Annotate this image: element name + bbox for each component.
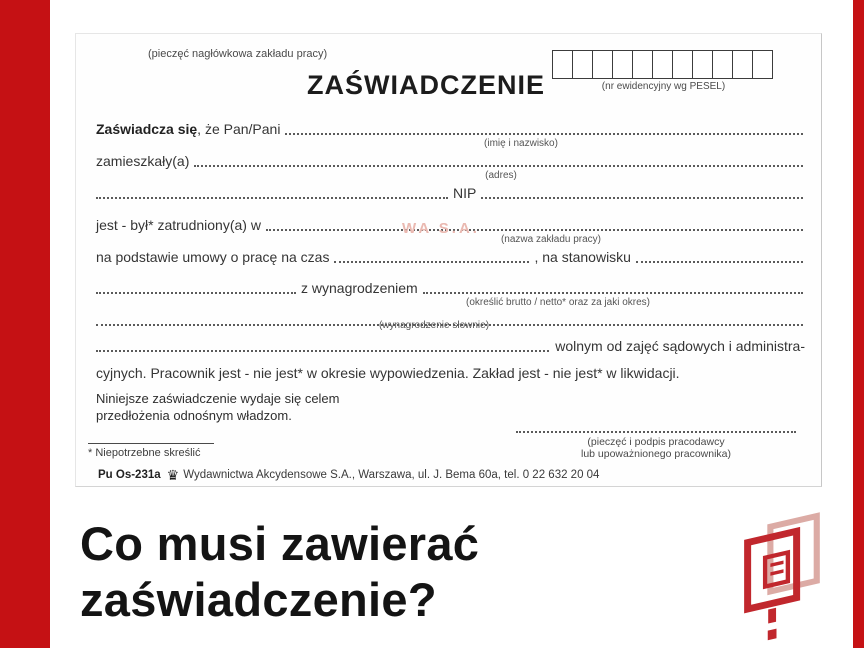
pesel-box xyxy=(652,50,673,79)
employer-fill-line xyxy=(266,229,803,231)
position-fill-line xyxy=(636,261,803,263)
line-salary xyxy=(96,279,805,296)
headline-line-1: Co musi zawierać xyxy=(80,517,480,570)
pesel-box xyxy=(632,50,653,79)
salary-fill-line-right xyxy=(423,292,803,294)
address-fill-line xyxy=(194,165,803,167)
pesel-boxes xyxy=(553,50,773,79)
page-headline xyxy=(80,516,479,629)
pesel-box xyxy=(752,50,773,79)
footnote-text: * Niepotrzebne skreślić xyxy=(88,447,201,459)
caption-address: (adres) xyxy=(485,170,517,181)
caption-gross-netto: (określić brutto / netto* oraz za jaki okres) xyxy=(466,297,650,308)
caption-name: (imię i nazwisko) xyxy=(484,138,558,149)
salary-fill-line-left xyxy=(96,292,296,294)
nip-fill-line-right xyxy=(481,197,803,199)
form-title: ZAŚWIADCZENIE xyxy=(307,70,545,100)
left-red-bar xyxy=(0,0,50,648)
line-address-lead: zamieszkały(a) xyxy=(96,153,190,169)
nip-label: NIP xyxy=(453,185,477,201)
footnote-rule xyxy=(88,443,214,444)
contract-fill-line xyxy=(334,261,529,263)
crown-icon: ♛ xyxy=(166,467,180,483)
signature-fill-line xyxy=(516,431,796,433)
pesel-box xyxy=(712,50,733,79)
pesel-box xyxy=(572,50,593,79)
caption-amount-words: (wynagrodzenie słownie) xyxy=(378,320,490,331)
line-name-lead-bold: Zaświadcza się xyxy=(96,121,198,137)
salary-label: z wynagrodzeniem xyxy=(301,280,418,296)
line-name xyxy=(96,120,805,137)
pesel-box xyxy=(692,50,713,79)
line-position-label: , na stanowisku xyxy=(534,249,631,265)
brand-logo-icon xyxy=(733,508,827,648)
right-red-bar xyxy=(853,0,864,648)
line-nip xyxy=(96,184,805,201)
pesel-box xyxy=(732,50,753,79)
name-fill-line xyxy=(285,133,803,135)
form-code: Pu Os-231a xyxy=(98,469,161,481)
nip-fill-line-left xyxy=(96,197,448,199)
caption-company: (nazwa zakładu pracy) xyxy=(500,234,602,245)
line-contract xyxy=(96,248,805,265)
free-of-seizures-text: wolnym od zajęć sądowych i administra- xyxy=(555,338,805,354)
free-of-seizures-fill-line xyxy=(96,350,549,352)
line-employer-lead: jest - był* zatrudniony(a) w xyxy=(96,217,261,233)
pesel-box xyxy=(612,50,633,79)
pesel-box xyxy=(552,50,573,79)
line-contract-lead: na podstawie umowy o pracę na czas xyxy=(96,249,330,265)
purpose-line-1: Niniejsze zaświadczenie wydaje się celem xyxy=(96,391,340,406)
line-name-lead: , że Pan/Pani xyxy=(197,121,281,137)
signature-caption-line-2: lub upoważnionego pracownika) xyxy=(580,448,731,460)
watermark-text: WA S.A. xyxy=(402,220,480,237)
form-footer xyxy=(98,468,599,482)
publisher-text: Wydawnictwa Akcydensowe S.A., Warszawa, ul. J. Bema 60a, tel. 0 22 632 20 04 xyxy=(183,469,600,481)
signature-caption-line-1: (pieczęć i podpis pracodawcy xyxy=(587,436,725,448)
pesel-box xyxy=(592,50,613,79)
pesel-caption: (nr ewidencyjny wg PESEL) xyxy=(601,81,726,92)
stamp-note: (pieczęć nagłówkowa zakładu pracy) xyxy=(148,48,328,60)
line-free-of-seizures xyxy=(96,337,805,354)
purpose-line-2: przedłożenia odnośnym władzom. xyxy=(96,408,292,423)
certificate-form xyxy=(75,33,822,487)
pesel-box xyxy=(672,50,693,79)
headline-line-2: zaświadczenie? xyxy=(80,573,437,627)
line-notice-liquidation: cyjnych. Pracownik jest - nie jest* w okresie wypowiedzenia. Zakład jest - nie jest* w likwidacji. xyxy=(96,365,680,381)
line-address xyxy=(96,152,805,169)
